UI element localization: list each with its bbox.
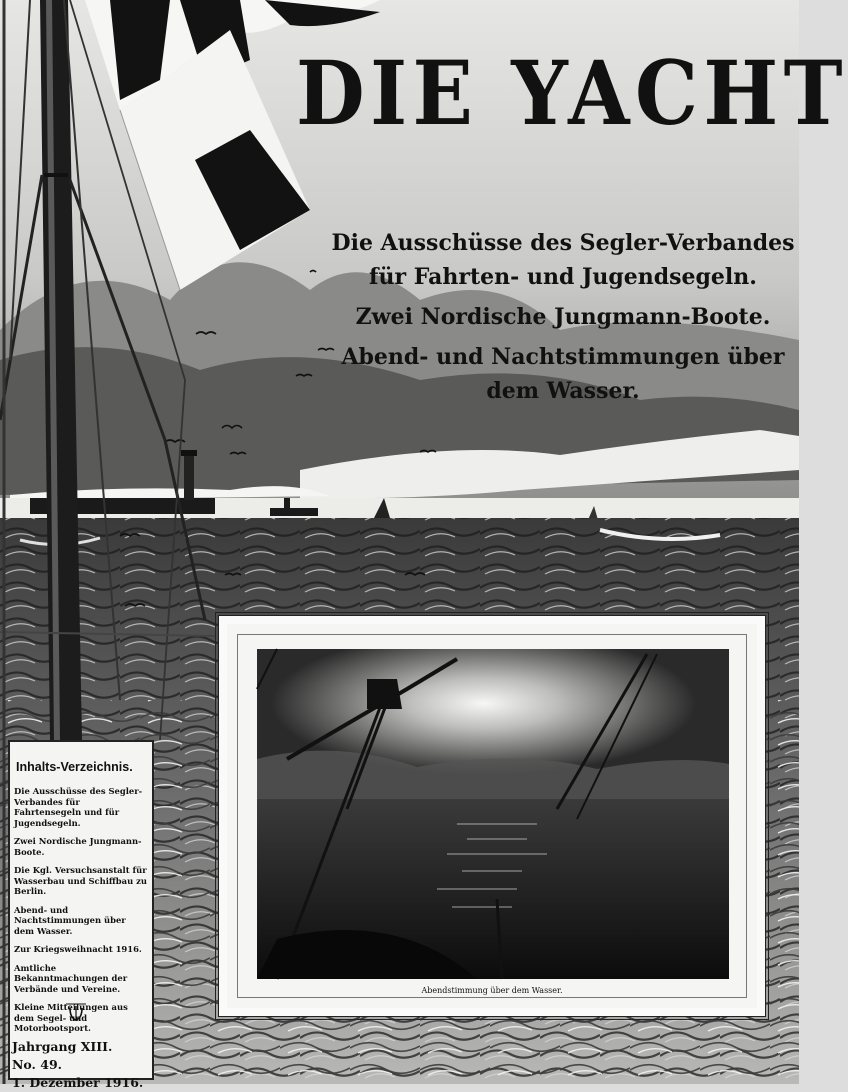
issue-number: No. 49. <box>12 1057 62 1072</box>
toc-item: Zwei Nordische Jungmann-Boote. <box>14 836 142 857</box>
toc-item: Amtliche Bekanntmachungen der Verbände und Vereine. <box>14 962 128 994</box>
headline-3: Zwei Nordische Jungmann-Boote. <box>355 304 771 330</box>
toc-title: Inhalts-Verzeichnis. <box>16 760 133 774</box>
headline-1: Die Ausschüsse des Segler-Verbandes <box>331 230 795 256</box>
cover-headlines <box>330 226 796 408</box>
steamer <box>270 508 318 516</box>
toc-item: Kleine Mitteilungen aus dem Segel- und Motorbootsport. <box>14 1002 128 1033</box>
volume-label: Jahrgang XIII. <box>12 1039 113 1054</box>
toc-item: Abend- und Nachtstimmungen über dem Wasser. <box>14 904 126 936</box>
toc-item: Zur Kriegsweihnacht 1916. <box>14 944 142 954</box>
toc-item: Die Kgl. Versuchsanstalt für Wasserbau und Schiffbau zu Berlin. <box>14 865 147 896</box>
photo-frame <box>219 616 765 1016</box>
table-of-contents <box>8 740 154 1090</box>
headline-2: für Fahrten- und Jugendsegeln. <box>369 264 757 290</box>
headline-4: Abend- und Nachtstimmungen über <box>341 344 785 370</box>
evening-photo <box>257 649 729 979</box>
issue-info <box>12 1038 152 1092</box>
photo-caption: Abendstimmung über dem Wasser. <box>421 986 563 995</box>
headline-5: dem Wasser. <box>486 378 640 404</box>
masthead-title: DIE YACHT <box>296 41 848 145</box>
lighthouse <box>184 452 194 500</box>
toc-item: Die Ausschüsse des Segler-Verbandes für Fahrtensegeln und für Jugendsegeln. <box>14 786 143 828</box>
publisher-emblem-icon <box>64 1000 88 1024</box>
issue-date: 1. Dezember 1916. <box>12 1075 144 1090</box>
